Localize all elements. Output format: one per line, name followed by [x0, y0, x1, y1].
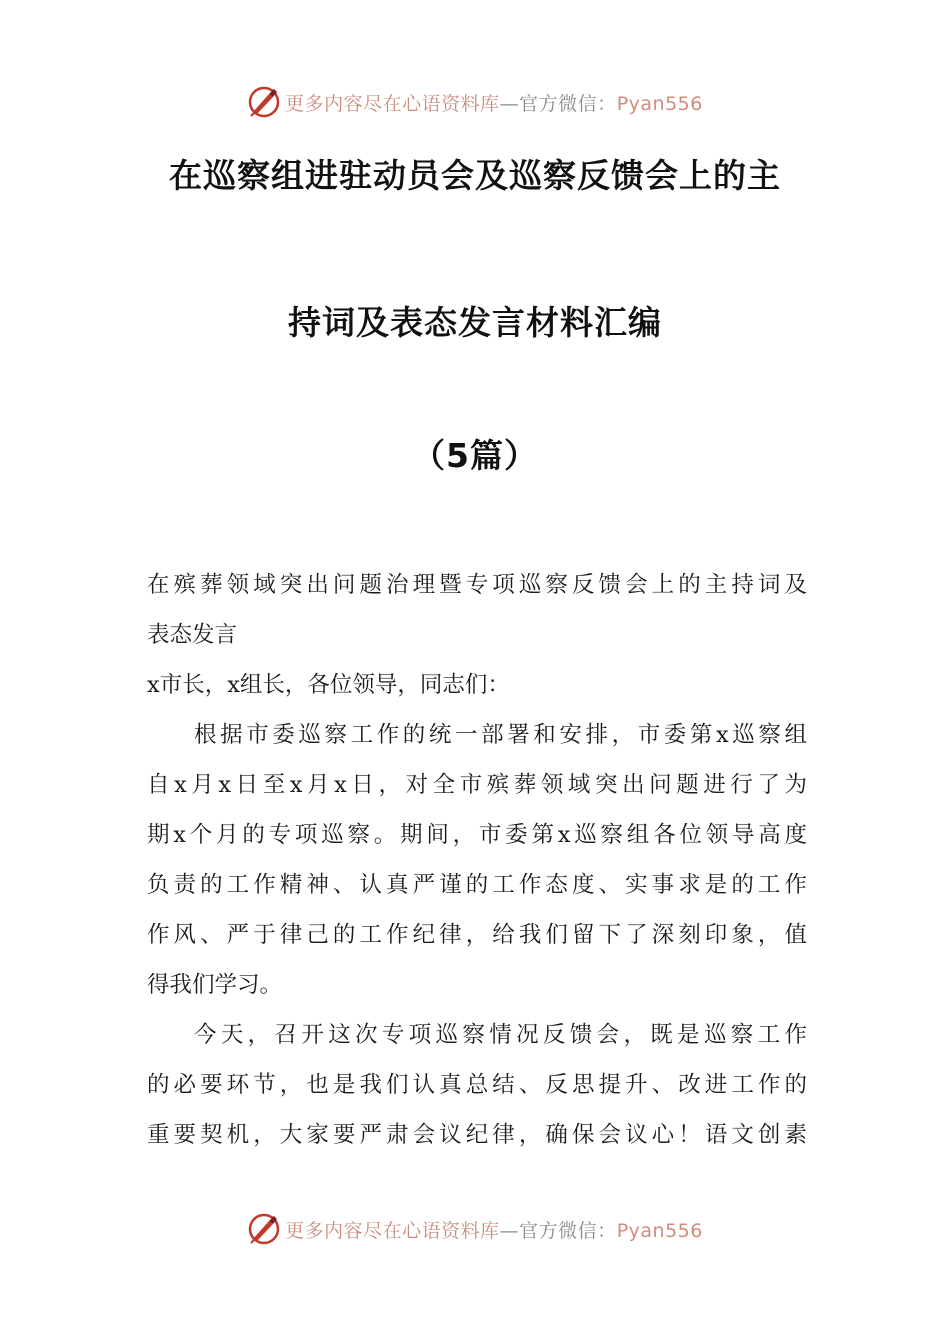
pen-nib-logo-icon: [247, 1212, 281, 1246]
pen-nib-logo-icon: [247, 85, 281, 119]
salutation: x市长，x组长，各位领导，同志们：: [147, 672, 510, 698]
paragraph-1-line: 作风、严于律己的工作纪律，给我们留下了深刻印象，值: [147, 922, 807, 948]
document-title-line-1: 在巡察组进驻动员会及巡察反馈会上的主: [169, 156, 781, 195]
document-title-line-2: 持词及表态发言材料汇编: [288, 303, 662, 342]
banner-wechat-label: 官方微信：: [519, 1219, 617, 1242]
paragraph-1-line: 自x月x日至x月x日，对全市殡葬领域突出问题进行了为: [147, 772, 807, 798]
paragraph-2-line: 重要契机，大家要严肃会议纪律，确保会议心！语文创素: [147, 1122, 807, 1148]
banner-separator: —: [499, 1219, 520, 1242]
banner-wechat-id: Pyan556: [616, 1219, 703, 1242]
subtitle-line: 表态发言: [147, 622, 238, 648]
banner-brand-text: 更多内容尽在心语资料库: [285, 1219, 500, 1242]
paragraph-1-line: 负责的工作精神、认真严谨的工作态度、实事求是的工作: [147, 872, 807, 898]
banner-text: [285, 89, 703, 116]
paragraph-1-line: 得我们学习。: [147, 972, 283, 998]
paragraph-2-line: 的必要环节，也是我们认真总结、反思提升、改进工作的: [147, 1072, 807, 1098]
banner-separator: —: [499, 92, 520, 115]
banner-brand-text: 更多内容尽在心语资料库: [285, 92, 500, 115]
banner-wechat-id: Pyan556: [616, 92, 703, 115]
paragraph-2-line: 今天，召开这次专项巡察情况反馈会，既是巡察工作: [194, 1022, 807, 1048]
subtitle-line: 在殡葬领域突出问题治理暨专项巡察反馈会上的主持词及: [147, 572, 807, 598]
footer-banner: [0, 1209, 950, 1249]
banner-wechat-label: 官方微信：: [519, 92, 617, 115]
document-body: [147, 560, 807, 1160]
document-title-count: （5篇）: [412, 436, 538, 475]
paragraph-1-line: 期x个月的专项巡察。期间，市委第x巡察组各位领导高度: [147, 822, 807, 848]
paragraph-1-line: 根据市委巡察工作的统一部署和安排，市委第x巡察组: [194, 722, 807, 748]
banner-text: [285, 1216, 703, 1243]
header-banner: [0, 82, 950, 122]
